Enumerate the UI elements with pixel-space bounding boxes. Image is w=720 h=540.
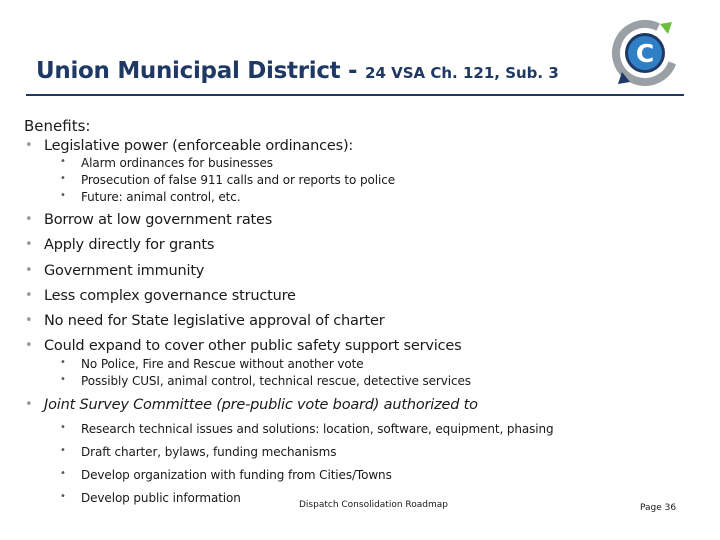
- bullet-icon: •: [60, 173, 66, 184]
- sub-list-item: • No Police, Fire and Rescue without another vote: [60, 357, 364, 371]
- sub-list-item: • Alarm ordinances for businesses: [60, 156, 273, 170]
- sub-list-item: • Develop organization with funding from Cities/Towns: [60, 468, 392, 482]
- sub-list-item: • Possibly CUSI, animal control, technical rescue, detective services: [60, 374, 471, 388]
- logo-letter: C: [635, 39, 655, 68]
- list-item: • Could expand to cover other public safety support services: [25, 338, 462, 354]
- sub-list-item: • Future: animal control, etc.: [60, 190, 241, 204]
- bullet-icon: •: [60, 445, 66, 456]
- bullet-icon: •: [25, 338, 33, 353]
- title-citation: 24 VSA Ch. 121, Sub. 3: [365, 64, 559, 82]
- list-item: • Apply directly for grants: [25, 237, 215, 253]
- sub-list-item: • Research technical issues and solutions: location, software, equipment, phasing: [60, 422, 554, 436]
- footer-title: Dispatch Consolidation Roadmap: [299, 500, 448, 510]
- bullet-icon: •: [60, 422, 66, 433]
- sub-list-item: • Prosecution of false 911 calls and or reports to police: [60, 173, 395, 187]
- page-number: Page 36: [640, 503, 677, 513]
- list-item: • Legislative power (enforceable ordinances):: [25, 138, 354, 154]
- bullet-icon: •: [25, 313, 33, 328]
- benefits-heading: Benefits:: [24, 117, 91, 135]
- bullet-icon: •: [25, 138, 33, 153]
- bullet-icon: •: [60, 190, 66, 201]
- bullet-icon: •: [25, 237, 33, 252]
- bullet-icon: •: [25, 397, 33, 412]
- bullet-icon: •: [60, 374, 66, 385]
- bullet-icon: •: [25, 212, 33, 227]
- bullet-icon: •: [25, 263, 33, 278]
- list-item: • Joint Survey Committee (pre-public vote board) authorized to: [25, 397, 478, 413]
- list-item: • No need for State legislative approval of charter: [25, 313, 385, 329]
- sub-list-item: • Develop public information: [60, 491, 241, 505]
- list-item: • Less complex governance structure: [25, 288, 296, 304]
- sub-list-item: • Draft charter, bylaws, funding mechanisms: [60, 445, 337, 459]
- bullet-icon: •: [25, 288, 33, 303]
- bullet-icon: •: [60, 156, 66, 167]
- bullet-icon: •: [60, 491, 66, 502]
- bullet-icon: •: [60, 468, 66, 479]
- list-item: • Borrow at low government rates: [25, 212, 273, 228]
- title-main: Union Municipal District -: [36, 58, 366, 84]
- bullet-icon: •: [60, 357, 66, 368]
- list-item: • Government immunity: [25, 263, 205, 279]
